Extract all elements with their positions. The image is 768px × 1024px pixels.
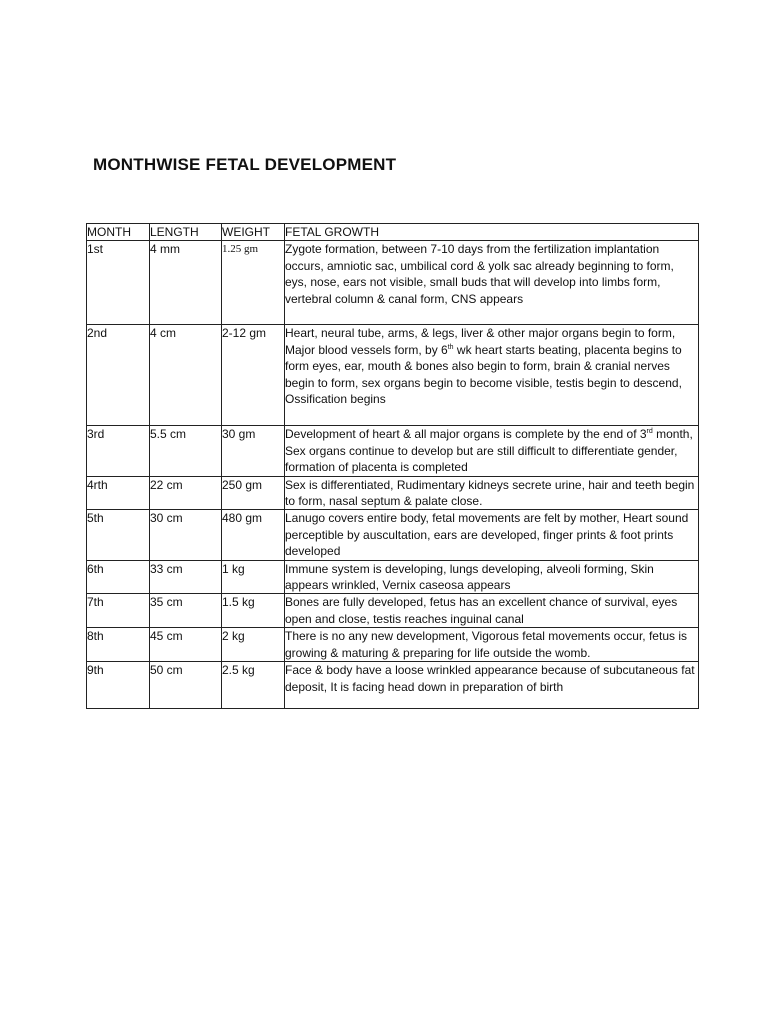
cell-fetal-growth [285, 325, 699, 426]
header-weight: WEIGHT [222, 224, 285, 241]
table-row [87, 628, 699, 662]
cell-fetal-growth: Lanugo covers entire body, fetal movements are felt by mother, Heart sound perceptible by auscultation, ears are developed, finger prints & foot prints developed [285, 510, 699, 560]
cell-month: 3rd [87, 426, 150, 476]
cell-weight: 2-12 gm [222, 325, 285, 426]
cell-length: 4 cm [150, 325, 222, 426]
ordinal-superscript: th [447, 343, 454, 351]
cell-weight: 30 gm [222, 426, 285, 476]
cell-weight: 1.25 gm [222, 241, 285, 325]
cell-month: 7th [87, 594, 150, 628]
header-fetal-growth: FETAL GROWTH [285, 224, 699, 241]
cell-weight: 2.5 kg [222, 662, 285, 709]
cell-length: 5.5 cm [150, 426, 222, 476]
cell-month: 4rth [87, 476, 150, 510]
growth-text-part: wk heart starts beating, placenta begins to form eyes, ear, mouth & bones also begin to form, brain & cranial nerves begin to form, sex organs begin to become visible, testis begin to descend, Ossification begins [285, 342, 682, 407]
table-row [87, 594, 699, 628]
cell-fetal-growth: Zygote formation, between 7-10 days from the fertilization implantation occurs, amniotic sac, umbilical cord & yolk sac already beginning to form, eys, nose, ears not visible, small buds that will develop into limbs form, vertebral column & canal form, CNS appears [285, 241, 699, 325]
growth-text-part: Development of heart & all major organs is complete by the end of 3 [285, 427, 647, 442]
cell-month: 9th [87, 662, 150, 709]
cell-length: 22 cm [150, 476, 222, 510]
cell-weight: 1.5 kg [222, 594, 285, 628]
cell-fetal-growth: Immune system is developing, lungs developing, alveoli forming, Skin appears wrinkled, Vernix caseosa appears [285, 560, 699, 594]
table-row [87, 510, 699, 560]
cell-length: 45 cm [150, 628, 222, 662]
cell-fetal-growth: Face & body have a loose wrinkled appearance because of subcutaneous fat deposit, It is facing head down in preparation of birth [285, 662, 699, 709]
cell-weight: 250 gm [222, 476, 285, 510]
cell-month: 1st [87, 241, 150, 325]
table-row [87, 662, 699, 709]
cell-length: 33 cm [150, 560, 222, 594]
table-row [87, 241, 699, 325]
cell-fetal-growth: Sex is differentiated, Rudimentary kidneys secrete urine, hair and teeth begin to form, nasal septum & palate close. [285, 476, 699, 510]
ordinal-superscript: rd [646, 428, 653, 436]
table-row [87, 476, 699, 510]
table-row [87, 560, 699, 594]
cell-length: 35 cm [150, 594, 222, 628]
page-title: MONTHWISE FETAL DEVELOPMENT [93, 155, 397, 174]
cell-weight: 480 gm [222, 510, 285, 560]
cell-length: 4 mm [150, 241, 222, 325]
cell-fetal-growth: There is no any new development, Vigorous fetal movements occur, fetus is growing & maturing & preparing for life outside the womb. [285, 628, 699, 662]
cell-length: 30 cm [150, 510, 222, 560]
cell-month: 5th [87, 510, 150, 560]
cell-length: 50 cm [150, 662, 222, 709]
header-month: MONTH [87, 224, 150, 241]
table-row [87, 426, 699, 476]
cell-weight: 2 kg [222, 628, 285, 662]
fetal-development-table [86, 223, 699, 709]
cell-month: 8th [87, 628, 150, 662]
cell-fetal-growth: Bones are fully developed, fetus has an excellent chance of survival, eyes open and close, testis reaches inguinal canal [285, 594, 699, 628]
cell-month: 6th [87, 560, 150, 594]
growth-text-part: month, Sex organs continue to develop but are still difficult to differentiate gender, formation of placenta is completed [285, 427, 693, 475]
table-row [87, 325, 699, 426]
header-length: LENGTH [150, 224, 222, 241]
table-header-row [87, 224, 699, 241]
cell-month: 2nd [87, 325, 150, 426]
growth-text-part: Heart, neural tube, arms, & legs, liver & other major organs begin to form, Major blood vessels form, by 6 [285, 326, 676, 357]
cell-weight: 1 kg [222, 560, 285, 594]
cell-fetal-growth [285, 426, 699, 476]
